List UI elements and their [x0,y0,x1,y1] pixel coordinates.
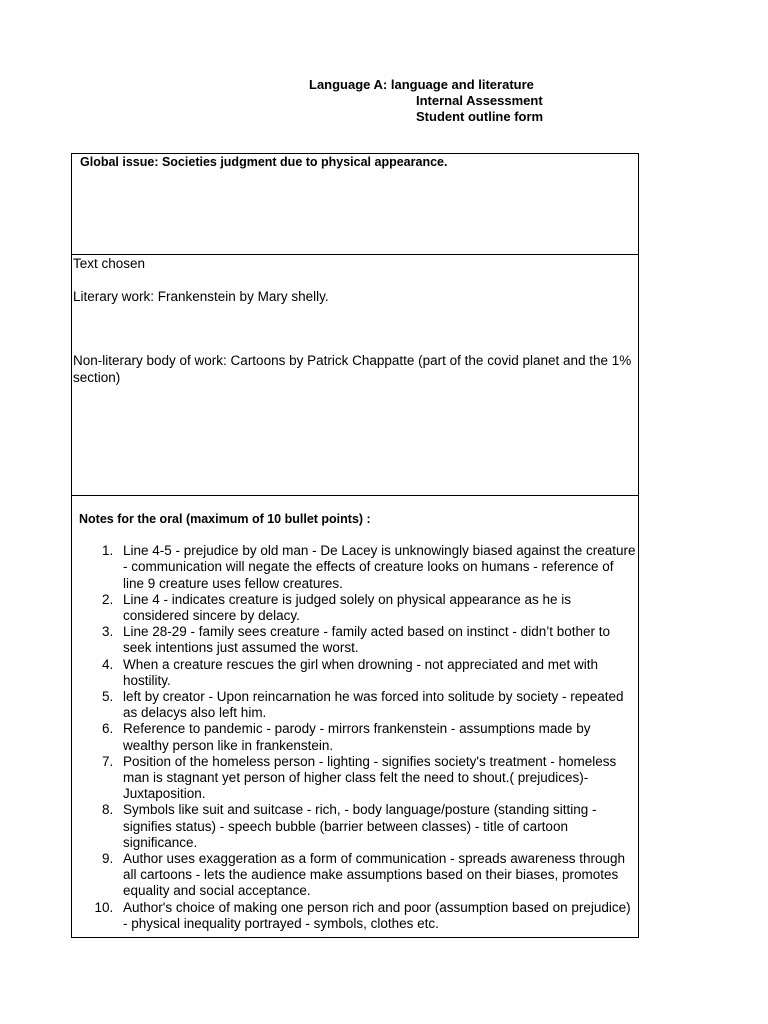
list-item: 3. Line 28-29 - family sees creature - family acted based on instinct - didn’t bother to seek intentions just assumed the worst. [117,624,638,656]
document-header [309,77,554,125]
text-chosen-row [72,255,638,496]
list-item: 2. Line 4 - indicates creature is judged solely on physical appearance as he is considered sincere by delacy. [117,592,638,624]
list-item: 10. Author's choice of making one person rich and poor (assumption based on prejudice) - physical inequality portrayed - symbols, clothes etc. [117,900,638,932]
notes-row [72,496,638,937]
text-chosen-label: Text chosen [73,256,146,271]
list-item: 8. Symbols like suit and suitcase - rich, - body language/posture (standing sitting - signifies status) - speech bubble (barrier between classes) - title of cartoon significance. [117,802,638,851]
list-item: 9. Author uses exaggeration as a form of communication - spreads awareness through all cartoons - lets the audience make assumptions based on their biases, promotes equality and social acceptance. [117,851,638,900]
list-item: 1. Line 4-5 - prejudice by old man - De Lacey is unknowingly biased against the creature - communication will negate the effects of creature looks on humans - reference of line 9 creature uses fellow creatures. [117,543,638,592]
global-issue-label: Global issue: Societies judgment due to physical appearance. [80,155,448,169]
form-title: Student outline form [416,109,544,124]
literary-work: Literary work: Frankenstein by Mary shelly. [73,289,329,304]
non-literary-work: Non-literary body of work: Cartoons by Patrick Chappatte (part of the covid planet and the 1% section) [73,353,632,385]
list-item: 5. left by creator - Upon reincarnation he was forced into solitude by society - repeated as delacys also left him. [117,689,638,721]
global-issue-row [72,155,638,255]
notes-list [79,543,638,932]
course-title: Language A: language and literature [309,77,534,92]
list-item: 4. When a creature rescues the girl when drowning - not appreciated and met with hostility. [117,657,638,689]
list-item: 6. Reference to pandemic - parody - mirrors frankenstein - assumptions made by wealthy person like in frankenstein. [117,721,638,753]
list-item: 7. Position of the homeless person - lighting - signifies society's treatment - homeless man is stagnant yet person of higher class felt the need to shout.( prejudices)- Juxtaposition. [117,754,638,803]
assessment-title: Internal Assessment [416,93,543,108]
notes-title: Notes for the oral (maximum of 10 bullet points) : [79,512,371,526]
outline-form-table [71,153,639,938]
